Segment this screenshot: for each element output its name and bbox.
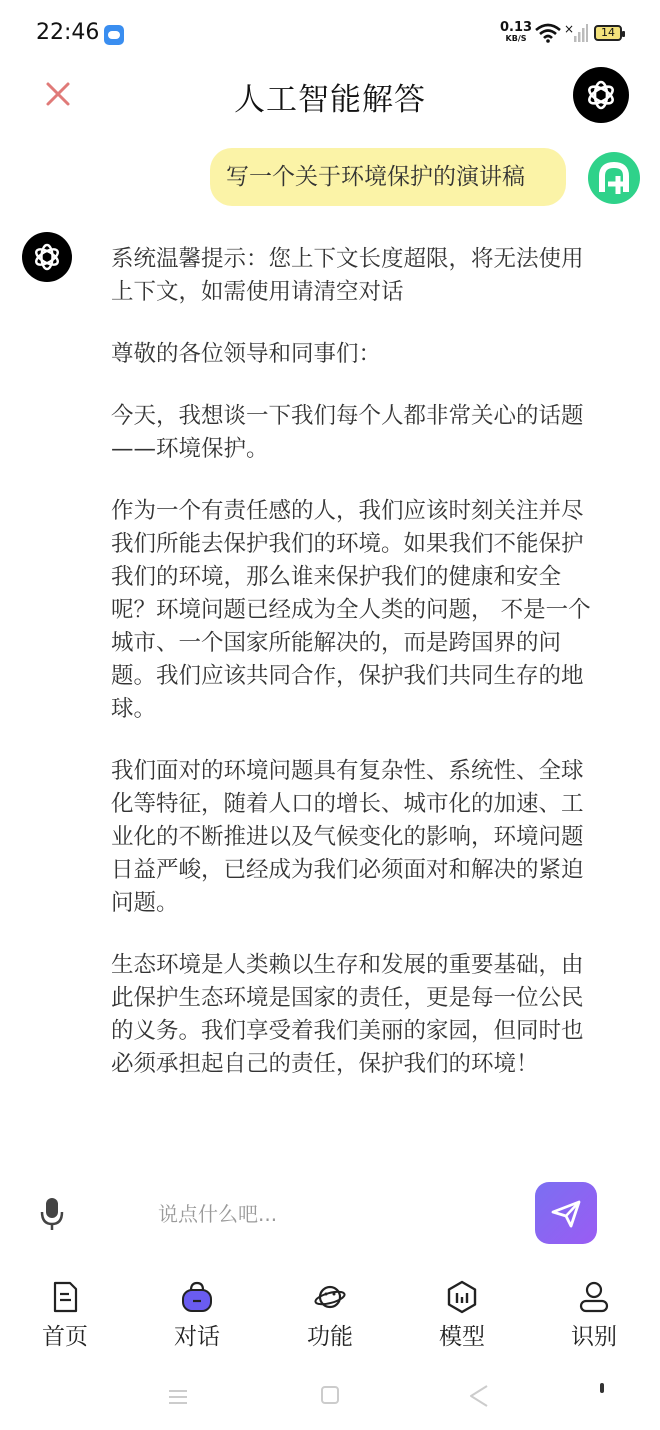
nav-item-chat[interactable] <box>147 1278 247 1350</box>
document-icon <box>49 1280 81 1314</box>
nav-label: 首页 <box>42 1324 88 1350</box>
user-message-bubble: 写一个关于环境保护的演讲稿 <box>210 148 566 206</box>
microphone-icon[interactable] <box>38 1196 66 1232</box>
wifi-icon <box>535 23 561 43</box>
bot-paragraph: 今天，我想谈一下我们每个人都非常关心的话题——环境保护。 <box>111 403 584 462</box>
chat-bag-icon <box>181 1280 213 1314</box>
nav-label: 识别 <box>571 1324 617 1350</box>
nav-label: 模型 <box>439 1324 485 1350</box>
network-speed-unit: KB/S <box>505 34 527 43</box>
app-notification-icon <box>104 25 124 45</box>
nav-item-models[interactable] <box>412 1278 512 1350</box>
bot-paragraph: 作为一个有责任感的人，我们应该时刻关注并尽我们所能去保护我们的环境。如果我们不能保护我们的环境，那么谁来保护我们的健康和安全呢？环境问题已经成为全人类的问题， 不是一个城市、一个国家所能解决的，而是跨国界的问题。我们应该共同合作，保护我们共同生存的地球。 <box>111 498 591 722</box>
system-menu-icon[interactable] <box>168 1388 188 1406</box>
openai-logo-icon[interactable] <box>573 67 629 123</box>
status-clock: 22:46 <box>36 20 100 45</box>
status-bar <box>0 0 660 70</box>
no-signal-mark: × <box>564 22 575 36</box>
user-avatar <box>588 152 640 204</box>
send-button[interactable] <box>535 1182 597 1244</box>
send-icon <box>535 1182 597 1244</box>
bot-avatar-icon <box>22 232 72 282</box>
bot-message <box>111 243 591 1110</box>
chat-input[interactable] <box>150 1192 536 1236</box>
network-speed <box>500 22 532 44</box>
nav-item-home[interactable] <box>15 1278 115 1350</box>
nav-label: 功能 <box>307 1324 353 1350</box>
nav-label: 对话 <box>174 1324 220 1350</box>
network-speed-value: 0.13 <box>500 20 533 35</box>
system-indicator-dot <box>600 1383 604 1393</box>
nav-item-features[interactable] <box>280 1278 380 1350</box>
bot-paragraph: 系统温馨提示：您上下文长度超限，将无法使用上下文，如需使用请清空对话 <box>111 246 584 305</box>
system-back-icon[interactable] <box>468 1384 490 1408</box>
model-hexagon-icon <box>446 1280 478 1314</box>
bot-paragraph: 生态环境是人类赖以生存和发展的重要基础，由此保护生态环境是国家的责任，更是每一位公民的义务。我们享受着我们美丽的家园，但同时也必须承担起自己的责任，保护我们的环境！ <box>111 952 584 1077</box>
bot-paragraph: 我们面对的环境问题具有复杂性、系统性、全球化等特征，随着人口的增长、城市化的加速、工业化的不断推进以及气候变化的影响，环境问题日益严峻，已经成为我们必须面对和解决的紧迫问题。 <box>111 758 584 916</box>
battery-indicator: 14 <box>594 25 622 41</box>
planet-icon <box>314 1280 346 1314</box>
system-home-icon[interactable] <box>321 1386 339 1404</box>
person-icon <box>578 1280 610 1314</box>
nav-item-recognize[interactable] <box>544 1278 644 1350</box>
page-title: 人工智能解答 <box>234 82 426 118</box>
bot-paragraph: 尊敬的各位领导和同事们： <box>111 341 382 367</box>
cell-signal-icon <box>574 24 588 42</box>
